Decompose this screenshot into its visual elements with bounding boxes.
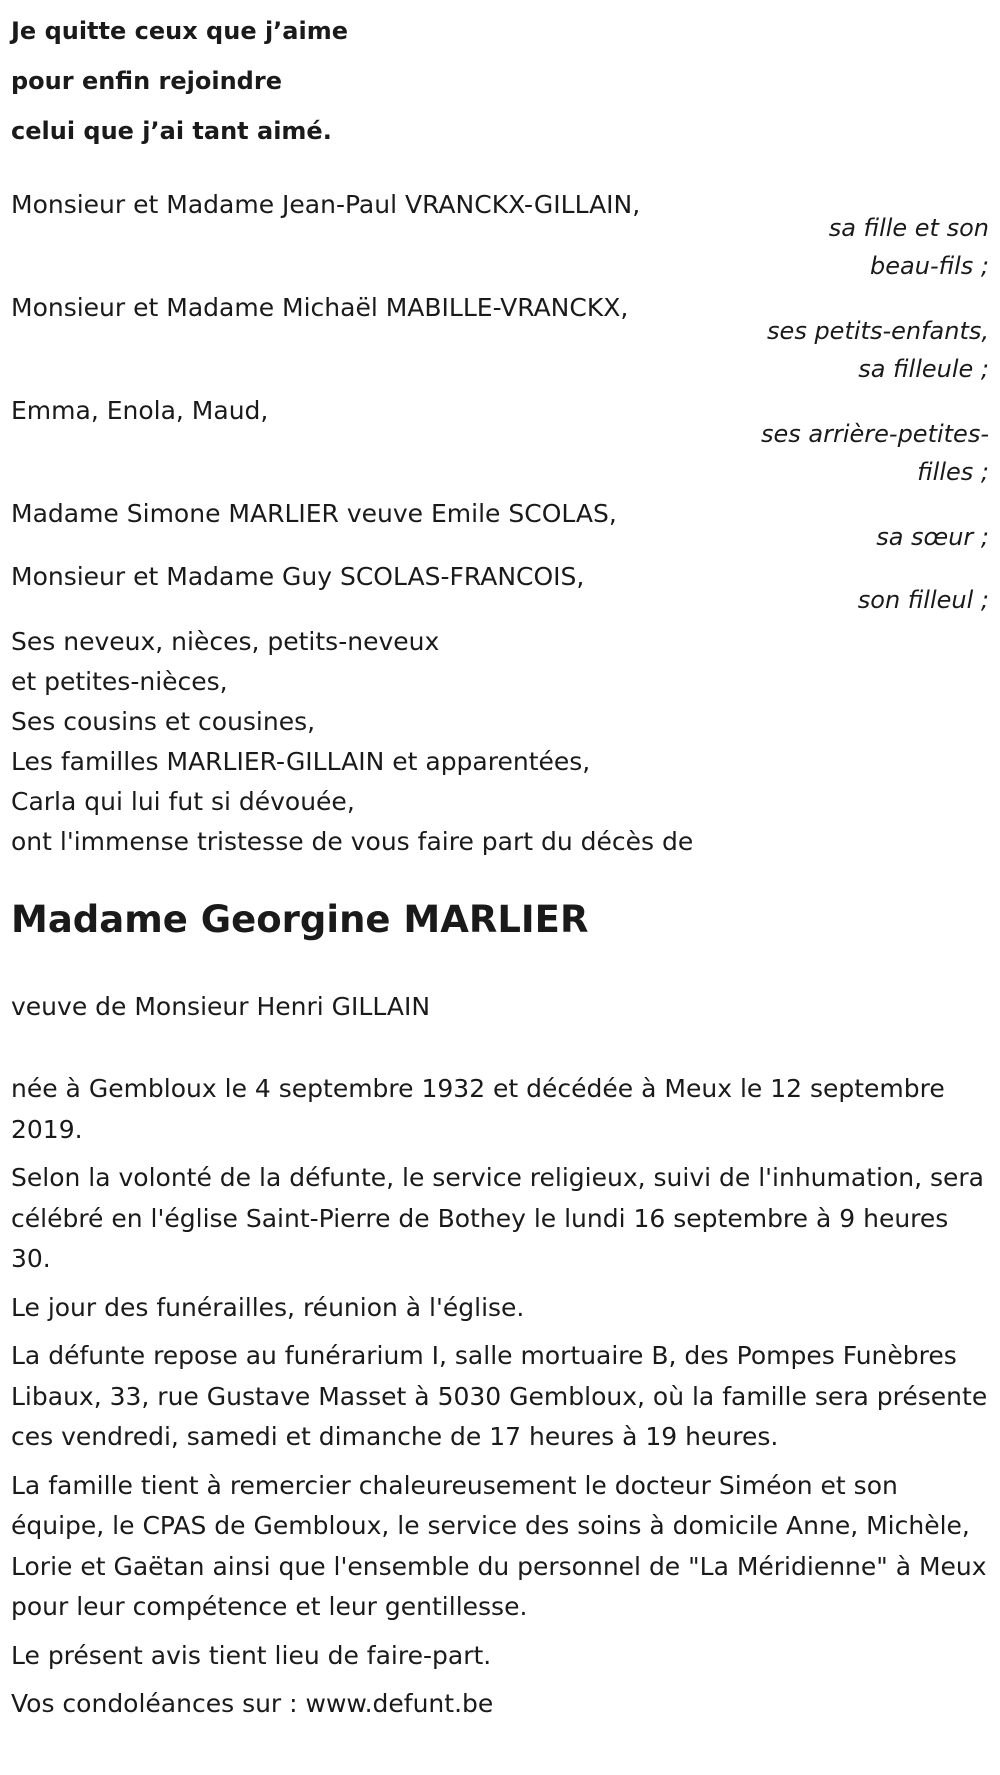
relative-role-line: sa filleule ;: [858, 355, 989, 383]
relative-name: Monsieur et Madame Guy SCOLAS-FRANCOIS,: [11, 562, 585, 591]
family-list-line: et petites-nièces,: [11, 667, 228, 696]
relative-name: Emma, Enola, Maud,: [11, 396, 269, 425]
relative-name: Monsieur et Madame Jean-Paul VRANCKX-GILLAIN,: [11, 190, 641, 219]
quote-line: Je quitte ceux que j’aime: [11, 17, 349, 45]
relative-role: [729, 581, 989, 619]
condolences-paragraph: Vos condoléances sur : www.defunt.be: [11, 1689, 494, 1718]
quote-line: celui que j’ai tant aimé.: [11, 117, 332, 145]
relative-entry: [11, 560, 989, 618]
relative-role-line: son filleul ;: [857, 586, 989, 614]
funerarium-paragraph: La défunte repose au funérarium I, salle mortuaire B, des Pompes Funèbres Libaux, 33, rue Gustave Masset à 5030 Gembloux, où la famille sera présente ces vendredi, samedi et dimanche de 17 heures à 19 heures.: [11, 1341, 988, 1451]
relative-role: [729, 518, 989, 556]
family-list-line: Les familles MARLIER-GILLAIN et apparentées,: [11, 747, 591, 776]
relative-entry: [11, 291, 989, 383]
family-list-line: Ses cousins et cousines,: [11, 707, 316, 736]
notice-paragraph: Le présent avis tient lieu de faire-part.: [11, 1640, 492, 1670]
relative-role: [729, 209, 989, 285]
quote-line: pour enfin rejoindre: [11, 67, 282, 95]
relative-entry: [11, 497, 989, 555]
birth-death-paragraph: née à Gembloux le 4 septembre 1932 et décédée à Meux le 12 septembre 2019.: [11, 1074, 945, 1144]
deceased-name: Madame Georgine MARLIER: [11, 898, 589, 941]
relative-role-line: ses arrière-petites-: [761, 420, 989, 448]
family-list-line: Carla qui lui fut si dévouée,: [11, 787, 355, 816]
relative-role-line: filles ;: [917, 458, 989, 486]
relative-role: [729, 312, 989, 388]
family-list-line: Ses neveux, nièces, petits-neveux: [11, 627, 440, 656]
relative-role: [729, 415, 989, 491]
relative-role-line: beau-fils ;: [870, 252, 989, 280]
service-paragraph: Selon la volonté de la défunte, le service religieux, suivi de l'inhumation, sera célébré en l'église Saint-Pierre de Bothey le lundi 16 septembre à 9 heures 30.: [11, 1163, 984, 1273]
relative-entry: [11, 394, 989, 486]
family-list: [11, 622, 989, 862]
relative-name: Madame Simone MARLIER veuve Emile SCOLAS,: [11, 499, 617, 528]
relative-role-line: sa fille et son: [828, 214, 989, 242]
relative-role-line: sa sœur ;: [876, 523, 989, 551]
family-list-line: ont l'immense tristesse de vous faire part du décès de: [11, 827, 694, 856]
relative-name: Monsieur et Madame Michaël MABILLE-VRANCKX,: [11, 293, 629, 322]
meeting-paragraph: Le jour des funérailles, réunion à l'église.: [11, 1292, 525, 1322]
relative-entry: [11, 188, 989, 280]
notice-body: [11, 1069, 996, 1733]
opening-quote: [11, 6, 611, 156]
thanks-paragraph: La famille tient à remercier chaleureusement le docteur Siméon et son équipe, le CPAS de Gembloux, le service des soins à domicile Anne, Michèle, Lorie et Gaëtan ainsi que l'ensemble du personnel de "La Méridienne" à Meux pour leur compétence et leur gentillesse.: [11, 1470, 987, 1621]
relative-role-line: ses petits-enfants,: [767, 317, 989, 345]
widow-of: veuve de Monsieur Henri GILLAIN: [11, 992, 431, 1021]
